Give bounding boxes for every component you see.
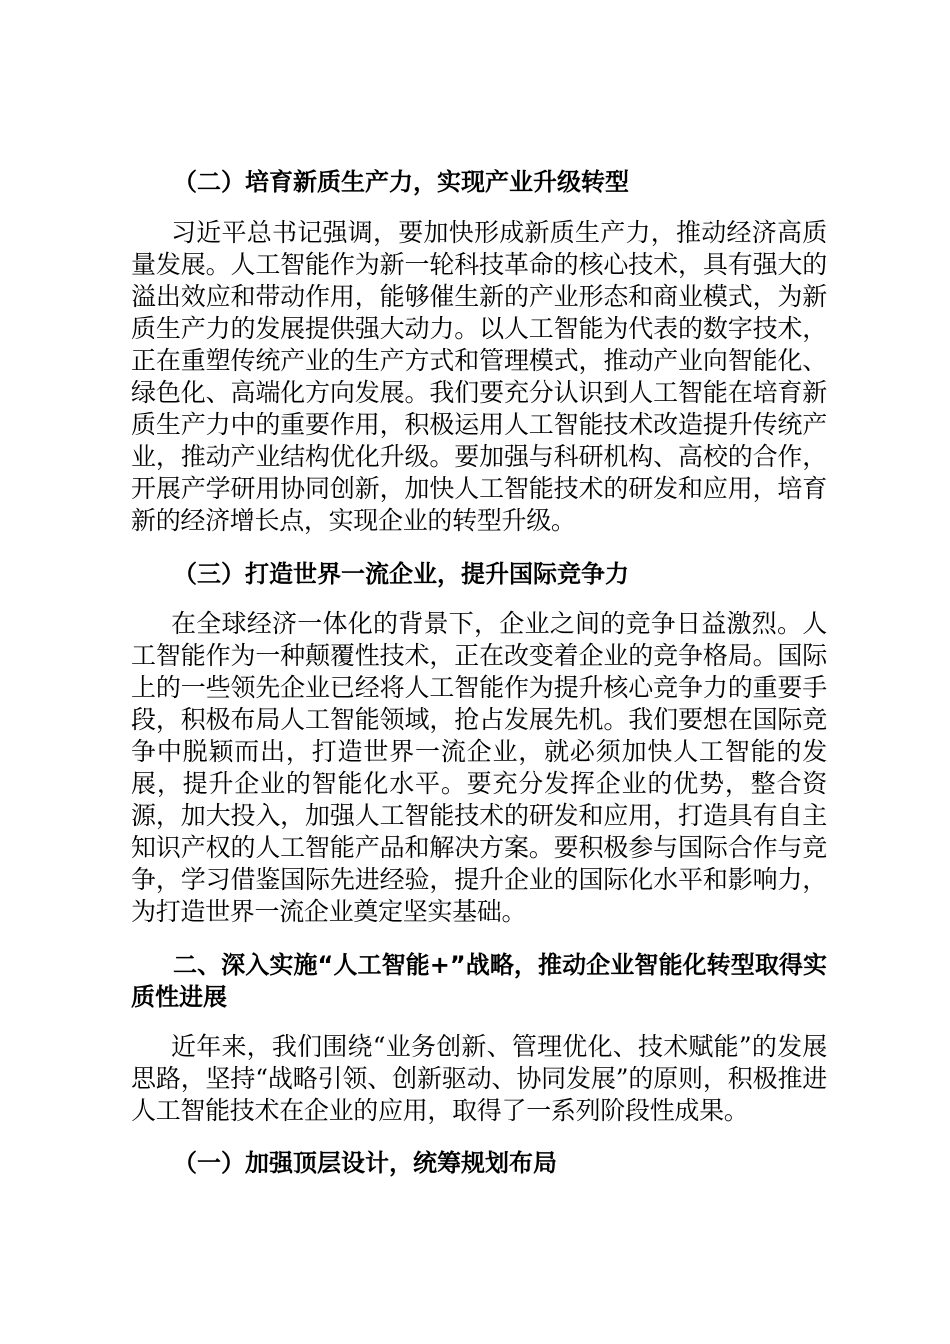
section-heading: （一）加强顶层设计，统筹规划布局 (173, 1149, 557, 1177)
body-paragraph: 习近平总书记强调，要加快形成新质生产力，推动经济高质量发展。人工智能作为新一轮科技革命的核心技术，具有强大的溢出效应和带动作用，能够催生新的产业形态和商业模式，为新质生产力的发展提供强大动力。以人工智能为代表的数字技术，正在重塑传统产业的生产方式和管理模式，推动产业向智能化、绿色化、高端化方向发展。我们要充分认识到人工智能在培育新质生产力中的重要作用，积极运用人工智能技术改造提升传统产业，推动产业结构优化升级。要加强与科研机构、高校的合作，开展产学研用协同创新，加快人工智能技术的研发和应用，培育新的经济增长点，实现企业的转型升级。 (131, 218, 827, 535)
section-heading: （三）打造世界一流企业，提升国际竞争力 (173, 560, 629, 588)
body-paragraph: 近年来，我们围绕“业务创新、管理优化、技术赋能”的发展思路，坚持“战略引领、创新驱动、协同发展”的原则，积极推进人工智能技术在企业的应用，取得了一系列阶段性成果。 (131, 1032, 827, 1125)
section-heading: （二）培育新质生产力，实现产业升级转型 (173, 168, 629, 196)
chapter-heading: 二、深入实施“人工智能+”战略，推动企业智能化转型取得实质性进展 (131, 951, 827, 1011)
body-paragraph: 在全球经济一体化的背景下，企业之间的竞争日益激烈。人工智能作为一种颠覆性技术，正在改变着企业的竞争格局。国际上的一些领先企业已经将人工智能作为提升核心竞争力的重要手段，积极布局人工智能领域，抢占发展先机。我们要想在国际竞争中脱颖而出，打造世界一流企业，就必须加快人工智能的发展，提升企业的智能化水平。要充分发挥企业的优势，整合资源，加大投入，加强人工智能技术的研发和应用，打造具有自主知识产权的人工智能产品和解决方案。要积极参与国际合作与竞争，学习借鉴国际先进经验，提升企业的国际化水平和影响力，为打造世界一流企业奠定坚实基础。 (131, 609, 827, 926)
document-body (131, 166, 827, 1179)
